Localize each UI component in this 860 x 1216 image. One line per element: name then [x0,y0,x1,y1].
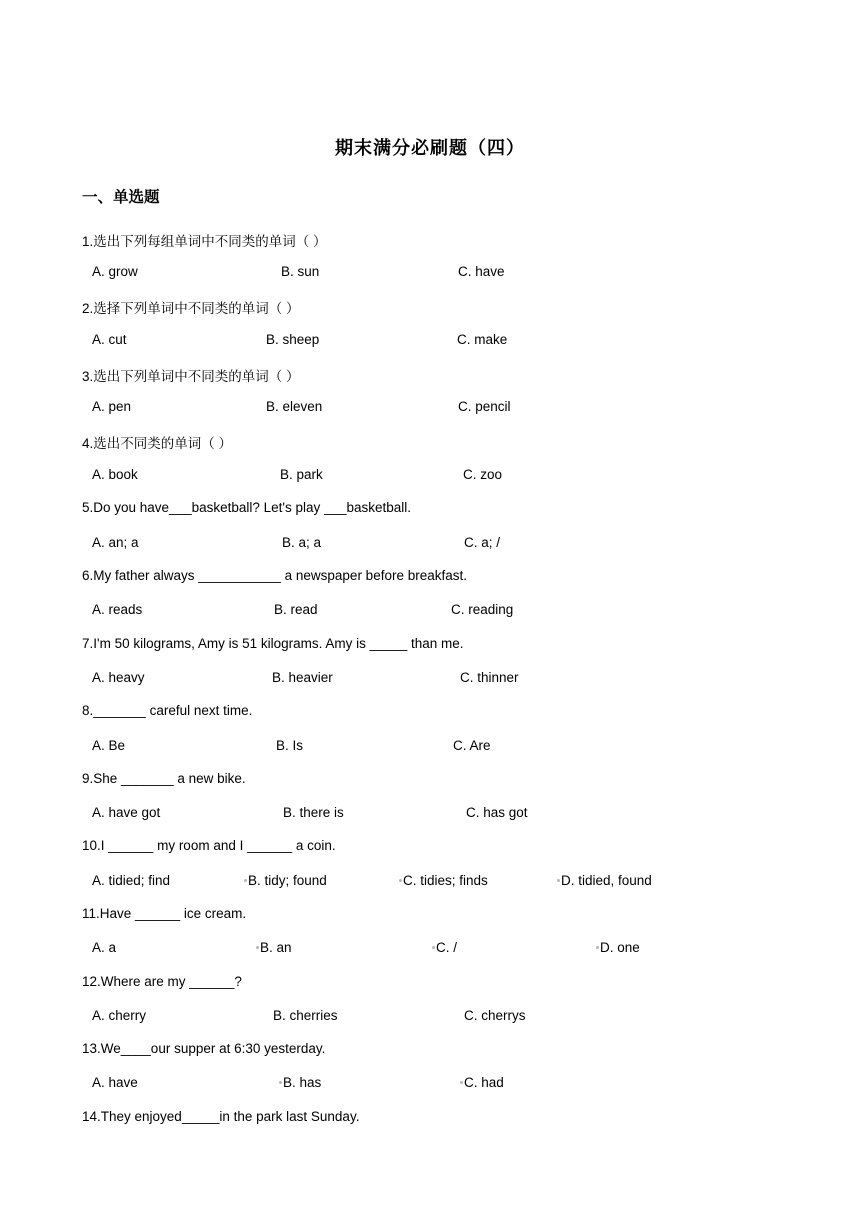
option-label: B. a; a [282,535,322,550]
bullet-dot-icon [460,1081,463,1084]
option-label: A. have got [92,805,161,820]
question-4-option-c [463,467,502,482]
question-1-option-a [92,264,138,279]
question-11-option-a [92,940,116,955]
option-label: B. cherries [273,1008,338,1023]
option-label: C. pencil [458,399,511,414]
question-7-option-a [92,670,145,685]
question-8-option-c [453,738,491,753]
question-10-option-a [92,873,170,888]
question-9-option-b [283,805,344,820]
option-label: C. have [458,264,505,279]
option-label: B. read [274,602,318,617]
question-2-option-c [457,332,507,347]
question-5-option-b [282,535,321,550]
option-label: B. eleven [266,399,323,414]
bullet-dot-icon [432,946,435,949]
option-label: C. Are [453,738,491,753]
question-3-option-a [92,399,131,414]
option-label: A. an; a [92,535,139,550]
bullet-dot-icon [596,946,599,949]
question-6-option-c [451,602,513,617]
question-6-option-b [274,602,318,617]
option-label: C. tidies; finds [403,873,488,888]
option-label: C. thinner [460,670,519,685]
option-label: B. there is [283,805,344,820]
question-5: 5.Do you have___basketball? Let's play ___basketball. [82,500,412,515]
option-label: A. have [92,1075,138,1090]
question-10-option-d [557,873,652,888]
question-7-option-c [460,670,519,685]
question-13-option-a [92,1075,138,1090]
question-7-option-b [272,670,333,685]
question-6: 6.My father always ___________ a newspaper before breakfast. [82,568,467,583]
bullet-dot-icon [244,879,247,882]
question-10: 10.I ______ my room and I ______ a coin. [82,838,336,853]
option-label: A. book [92,467,138,482]
question-1-option-c [458,264,505,279]
question-8: 8._______ careful next time. [82,703,253,718]
question-11-option-c [432,940,457,955]
question-2-option-b [266,332,319,347]
option-label: A. Be [92,738,126,753]
option-label: C. has got [466,805,528,820]
question-1-option-b [281,264,319,279]
question-13-option-b [279,1075,321,1090]
option-label: A. cut [92,332,127,347]
section-heading: 一、单选题 [82,189,160,206]
option-label: C. had [464,1075,504,1090]
question-5-option-c [464,535,500,550]
question-12-option-a [92,1008,146,1023]
question-7: 7.I'm 50 kilograms, Amy is 51 kilograms. Amy is _____ than me. [82,636,464,651]
question-9-option-c [466,805,528,820]
question-11: 11.Have ______ ice cream. [82,906,247,921]
option-label: D. one [600,940,640,955]
option-label: C. / [436,940,458,955]
question-4-option-a [92,467,138,482]
option-label: B. sun [281,264,320,279]
option-label: B. park [280,467,323,482]
option-label: B. tidy; found [248,873,327,888]
option-label: A. grow [92,264,138,279]
bullet-dot-icon [256,946,259,949]
option-label: B. an [260,940,292,955]
page-title: 期末满分必刷题（四） [335,138,525,158]
question-10-option-c [399,873,488,888]
question-3: 3.选出下列单词中不同类的单词（ ） [82,369,300,384]
bullet-dot-icon [557,879,560,882]
question-3-option-b [266,399,322,414]
option-label: B. sheep [266,332,320,347]
question-4-option-b [280,467,323,482]
option-label: A. pen [92,399,132,414]
question-13: 13.We____our supper at 6:30 yesterday. [82,1041,326,1056]
question-2: 2.选择下列单词中不同类的单词（ ） [82,301,300,316]
question-12-option-b [273,1008,338,1023]
question-2-option-a [92,332,127,347]
bullet-dot-icon [279,1081,282,1084]
option-label: B. heavier [272,670,333,685]
option-label: A. reads [92,602,143,617]
option-label: A. cherry [92,1008,147,1023]
option-label: D. tidied, found [561,873,652,888]
question-1: 1.选出下列每组单词中不同类的单词（ ） [82,234,327,249]
question-10-option-b [244,873,327,888]
question-14: 14.They enjoyed_____in the park last Sunday. [82,1109,360,1124]
option-label: C. reading [451,602,514,617]
option-label: A. heavy [92,670,145,685]
bullet-dot-icon [399,879,402,882]
option-label: C. zoo [463,467,503,482]
option-label: C. a; / [464,535,501,550]
option-label: B. has [283,1075,322,1090]
option-label: A. a [92,940,117,955]
question-8-option-b [276,738,303,753]
option-label: C. cherrys [464,1008,526,1023]
question-9-option-a [92,805,160,820]
question-9: 9.She _______ a new bike. [82,771,246,786]
question-4: 4.选出不同类的单词（ ） [82,436,233,451]
question-11-option-b [256,940,292,955]
option-label: A. tidied; find [92,873,171,888]
option-label: B. Is [276,738,304,753]
question-3-option-c [458,399,511,414]
question-5-option-a [92,535,139,550]
question-11-option-d [596,940,640,955]
question-8-option-a [92,738,125,753]
question-6-option-a [92,602,142,617]
question-12-option-c [464,1008,526,1023]
question-13-option-c [460,1075,504,1090]
option-label: C. make [457,332,508,347]
question-12: 12.Where are my ______? [82,974,242,989]
